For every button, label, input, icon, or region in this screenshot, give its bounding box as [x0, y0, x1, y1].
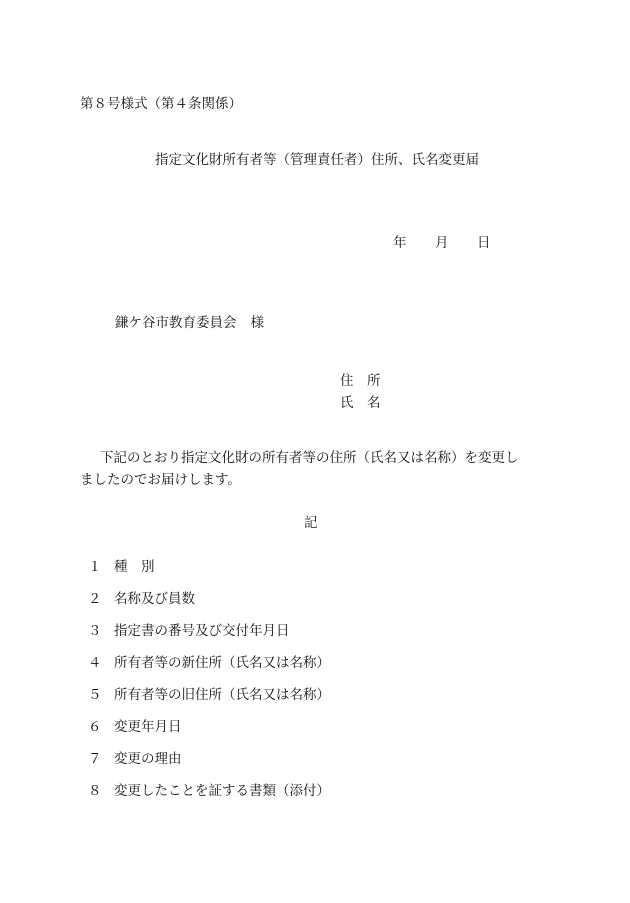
- list-item: [88, 622, 290, 640]
- item-label: 名称及び員数: [114, 591, 195, 607]
- item-number: ７: [88, 751, 102, 767]
- item-number: ４: [88, 655, 102, 671]
- address-label: 住 所: [340, 373, 381, 389]
- item-label: 所有者等の旧住所（氏名又は名称）: [114, 687, 330, 703]
- list-item: [88, 782, 330, 800]
- item-label: 変更の理由: [114, 751, 182, 767]
- list-item: [88, 750, 182, 768]
- item-number: １: [88, 559, 102, 575]
- item-number: ６: [88, 719, 102, 735]
- ki-heading: 記: [304, 515, 318, 531]
- item-label: 所有者等の新住所（氏名又は名称）: [114, 655, 330, 671]
- document-title: 指定文化財所有者等（管理責任者）住所、氏名変更届: [155, 152, 479, 168]
- list-item: [88, 654, 330, 672]
- recipient-name: 鎌ケ谷市教育委員会: [115, 315, 237, 331]
- item-number: ２: [88, 591, 102, 607]
- form-number: 第８号様式（第４条関係）: [80, 96, 242, 112]
- item-label: 指定書の番号及び交付年月日: [114, 623, 290, 639]
- body-line-1: 下記のとおり指定文化財の所有者等の住所（氏名又は名称）を変更し: [100, 450, 519, 466]
- item-label: 変更したことを証する書類（添付）: [114, 783, 330, 799]
- date-line: [393, 234, 491, 252]
- date-day-label: 日: [477, 235, 491, 251]
- list-item: [88, 558, 155, 576]
- item-label: 種 別: [114, 559, 155, 575]
- item-label: 変更年月日: [114, 719, 182, 735]
- recipient-honorific: 様: [250, 315, 264, 331]
- item-number: ３: [88, 623, 102, 639]
- list-item: [88, 590, 195, 608]
- date-year-label: 年: [393, 235, 407, 251]
- body-line-2: ましたのでお届けします。: [80, 472, 241, 488]
- name-label: 氏 名: [340, 395, 381, 411]
- date-month-label: 月: [435, 235, 449, 251]
- item-number: ５: [88, 687, 102, 703]
- list-item: [88, 718, 182, 736]
- body-paragraph: [80, 447, 540, 491]
- recipient-line: [115, 314, 264, 332]
- item-number: ８: [88, 783, 102, 799]
- list-item: [88, 686, 330, 704]
